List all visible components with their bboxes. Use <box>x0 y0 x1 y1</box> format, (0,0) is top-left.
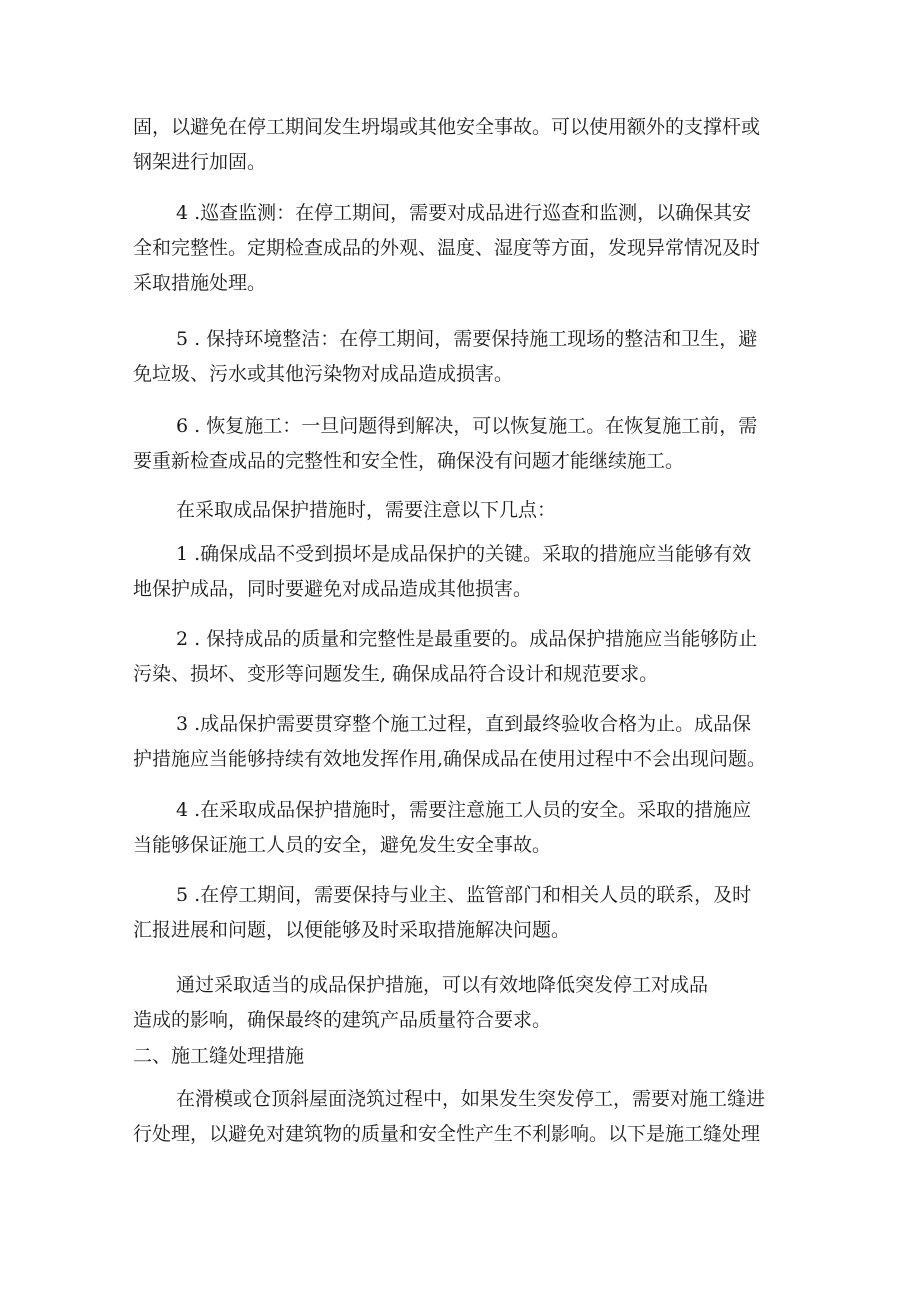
text-line: 全和完整性。定期检查成品的外观、温度、湿度等方面，发现异常情况及时 <box>133 237 761 259</box>
text-line: 固，以避免在停工期间发生坍塌或其他安全事故。可以使用额外的支撑杆或 <box>133 116 761 138</box>
text-line: 通过采取适当的成品保护措施，可以有效地降低突发停工对成品 <box>176 974 709 996</box>
text-line: 5 .在停工期间，需要保持与业主、监管部门和相关人员的联系，及时 <box>176 884 752 906</box>
text-line: 1 .确保成品不受到损坏是成品保护的关键。采取的措施应当能够有效 <box>176 543 752 565</box>
paragraph-note-2 <box>133 622 793 692</box>
text-line: 当能够保证施工人员的安全，避免发生安全事故。 <box>133 834 552 856</box>
text-line: 5 . 保持环境整洁：在停工期间，需要保持施工现场的整洁和卫生，避 <box>176 328 758 350</box>
section-heading: 二、施工缝处理措施 <box>133 1045 305 1067</box>
paragraph-note-5 <box>133 878 793 948</box>
text-line: 在采取成品保护措施时，需要注意以下几点： <box>176 499 557 521</box>
text-line: 4 .在采取成品保护措施时，需要注意施工人员的安全。采取的措施应 <box>176 799 752 821</box>
paragraph-support-reinforcement <box>133 110 793 180</box>
text-line: 行处理，以避免对建筑物的质量和安全性产生不利影响。以下是施工缝处理 <box>133 1123 761 1145</box>
text-line: 护措施应当能够持续有效地发挥作用,确保成品在使用过程中不会出现问题。 <box>133 748 767 770</box>
paragraph-note-4 <box>133 793 793 863</box>
text-line: 4 .巡查监测：在停工期间，需要对成品进行巡查和监测，以确保其安 <box>176 202 752 224</box>
text-line: 污染、损坏、变形等问题发生, 确保成品符合设计和规范要求。 <box>133 663 659 685</box>
text-line: 地保护成品，同时要避免对成品造成其他损害。 <box>133 578 533 600</box>
text-line: 3 .成品保护需要贯穿整个施工过程，直到最终验收合格为止。成品保 <box>176 713 752 735</box>
paragraph-item-5-clean <box>133 322 793 392</box>
text-line: 2 . 保持成品的质量和完整性是最重要的。成品保护措施应当能够防止 <box>176 628 758 650</box>
paragraph-notes-intro <box>133 493 793 528</box>
text-line: 在滑模或仓顶斜屋面浇筑过程中，如果发生突发停工，需要对施工缝进 <box>176 1088 766 1110</box>
paragraph-conclusion <box>133 968 793 1038</box>
text-line: 造成的影响，确保最终的建筑产品质量符合要求。 <box>133 1009 552 1031</box>
paragraph-note-3 <box>133 707 793 777</box>
paragraph-item-6-resume <box>133 409 793 479</box>
text-line: 6 . 恢复施工：一旦问题得到解决，可以恢复施工。在恢复施工前，需 <box>176 415 758 437</box>
paragraph-item-4-patrol <box>133 196 793 301</box>
paragraph-construction-joint-intro <box>133 1082 793 1152</box>
text-line: 免垃圾、污水或其他污染物对成品造成损害。 <box>133 363 514 385</box>
text-line: 钢架进行加固。 <box>133 151 267 173</box>
text-line: 汇报进展和问题，以便能够及时采取措施解决问题。 <box>133 919 571 941</box>
text-line: 采取措施处理。 <box>133 272 267 294</box>
text-line: 要重新检查成品的完整性和安全性，确保没有问题才能继续施工。 <box>133 450 685 472</box>
paragraph-note-1 <box>133 537 793 607</box>
